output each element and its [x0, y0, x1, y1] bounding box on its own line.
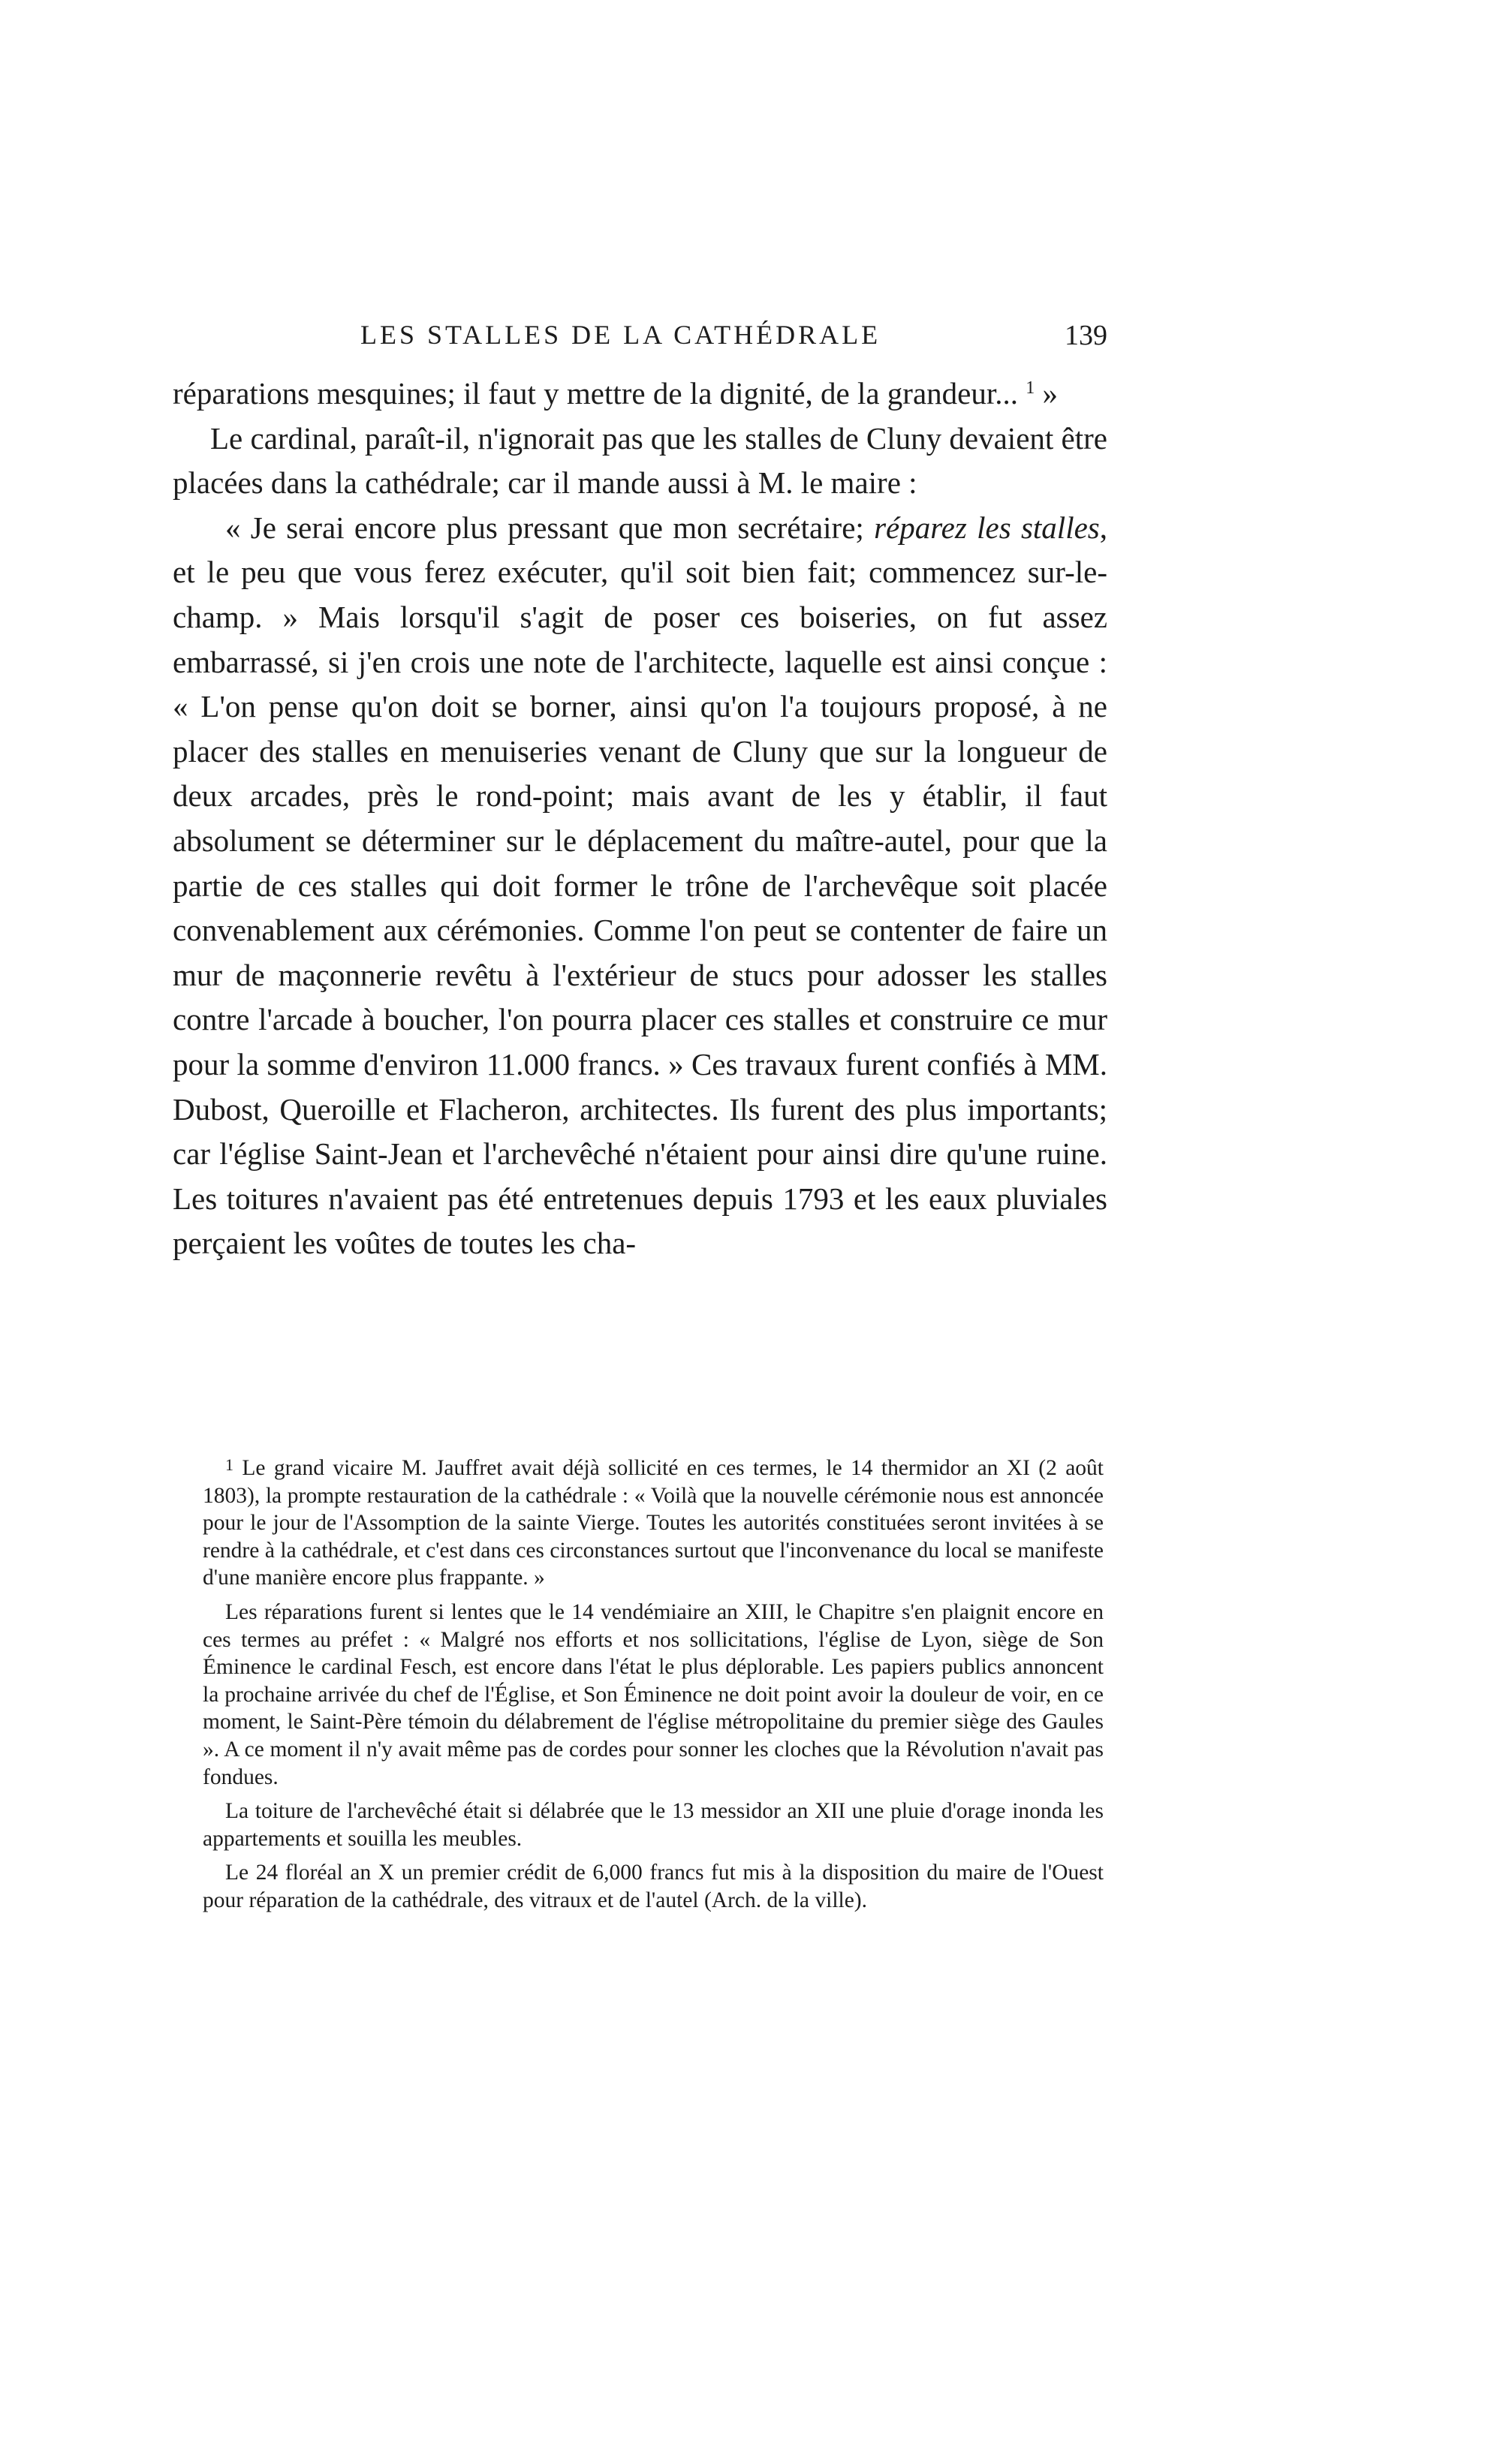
page-number: 139	[1065, 320, 1107, 351]
paragraph-3-rest: , et le peu que vous ferez exécuter, qu'il soit bien fait; commencez sur-le-champ. » Mais lorsqu'il s'agit de poser ces boiseries, on fut assez embarrassé, si j'en crois une note de l'architecte, laquelle est ainsi conçue : « L'on pense qu'on doit se borner, ainsi qu'on l'a toujours proposé, à ne placer des stalles en menuiseries venant de Cluny que sur la longueur de deux arcades, près le rond-point; mais avant de les y établir, il faut absolument se déterminer sur le déplacement du maître-autel, pour que la partie de ces stalles qui doit former le trône de l'archevêque soit placée convenablement aux cérémonies. Comme l'on peut se contenter de faire un mur de maçonnerie revêtu à l'extérieur de stucs pour adosser les stalles contre l'arcade à boucher, l'on pourra placer ces stalles et construire ce mur pour la somme d'environ 11.000 francs. » Ces travaux furent confiés à MM. Dubost, Queroille et Flacheron, architectes. Ils furent des plus importants; car l'église Saint-Jean et l'archevêché n'étaient pour ainsi dire qu'une ruine. Les toitures n'avaient pas été entretenues depuis 1793 et les eaux pluviales perçaient les voûtes de toutes les cha-	[173, 510, 1107, 1261]
footnote-1	[203, 1452, 1104, 1592]
footnote-3: La toiture de l'archevêché était si délabrée que le 13 messidor an XII une pluie d'orage inonda les appartements et souilla les meubles.	[203, 1799, 1104, 1851]
footnote-1-text: Le grand vicaire M. Jauffret avait déjà sollicité en ces termes, le 14 thermidor an XI (2 août 1803), la prompte restauration de la cathédrale : « Voilà que la nouvelle cérémonie nous est annoncée pour le jour de l'Assomption de la sainte Vierge. Toutes les autorités constituées seront invitées à se rendre à la cathédrale, et c'est dans ces circonstances surtout que l'inconvenance du local se manifeste d'une manière encore plus frappante. »	[203, 1456, 1104, 1590]
paragraph-1-text: réparations mesquines; il faut y mettre de la dignité, de la grandeur...	[173, 376, 1026, 411]
running-title: LES STALLES DE LA CATHÉDRALE	[360, 320, 881, 350]
footnote-1-marker: 1	[225, 1455, 233, 1474]
paragraph-3-italic: réparez les stalles	[874, 510, 1100, 545]
footnote-2: Les réparations furent si lentes que le 14 vendémiaire an XIII, le Chapitre s'en plaignit encore en ces termes au préfet : « Malgré nos efforts et nos sollicitations, l'église de Lyon, siège de Son Éminence le cardinal Fesch, est encore dans l'état le plus déplorable. Les papiers publics annoncent la prochaine arrivée du chef de l'Église, et Son Éminence ne doit point avoir la douleur de voir, en ce moment, le Saint-Père témoin du délabrement de l'église métropolitaine du premier siège des Gaules ». A ce moment il n'y avait même pas de cordes pour sonner les cloches que la Révolution n'avait pas fondues.	[203, 1599, 1104, 1789]
footnote-ref-1: 1	[1026, 378, 1035, 398]
running-head	[173, 319, 1107, 364]
main-text	[173, 366, 1107, 1266]
footnotes	[203, 1452, 1104, 1921]
paragraph-1-end: »	[1035, 376, 1058, 411]
paragraph-1	[173, 366, 1107, 417]
paragraph-2: Le cardinal, paraît-il, n'ignorait pas que les stalles de Cluny devaient être placées dans la cathédrale; car il mande aussi à M. le maire :	[173, 420, 1107, 501]
paragraph-3	[173, 506, 1107, 1266]
paragraph-3-start: « Je serai encore plus pressant que mon secrétaire;	[225, 510, 875, 545]
footnote-4: Le 24 floréal an X un premier crédit de 6,000 francs fut mis à la disposition du maire de l'Ouest pour réparation de la cathédrale, des vitraux et de l'autel (Arch. de la ville).	[203, 1861, 1104, 1912]
